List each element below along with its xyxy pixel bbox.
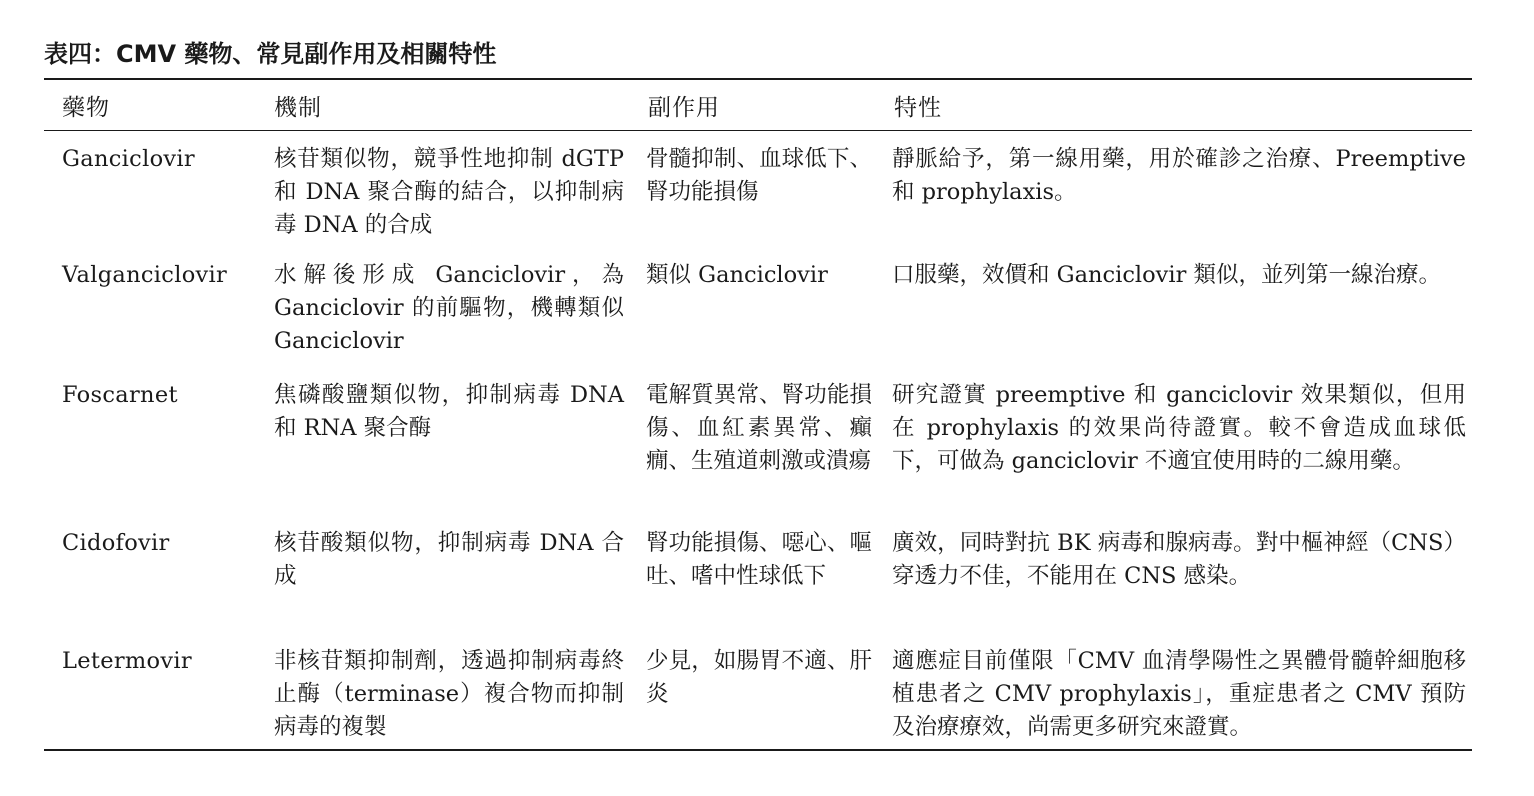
drug-mechanism: 水解後形成 Ganciclovir，為 Ganciclovir 的前驅物，機轉類似 Ganciclovir — [274, 262, 624, 354]
drug-side-effects: 骨髓抑制、血球低下、腎功能損傷 — [646, 146, 872, 205]
drug-properties: 研究證實 preemptive 和 ganciclovir 效果類似，但用在 prophylaxis 的效果尚待證實。較不會造成血球低下，可做為 ganciclovir 不適宜使用時的二線用藥。 — [892, 382, 1466, 474]
drug-side-effects: 電解質異常、腎功能損傷、血紅素異常、癲癇、生殖道刺激或潰瘍 — [646, 382, 872, 474]
table-row — [44, 131, 1472, 247]
drug-name: Letermovir — [62, 648, 192, 674]
drug-mechanism: 核苷類似物，競爭性地抑制 dGTP 和 DNA 聚合酶的結合，以抑制病毒 DNA 的合成 — [274, 146, 624, 238]
table-row — [44, 367, 1472, 515]
drug-side-effects: 類似 Ganciclovir — [646, 262, 828, 288]
table-row — [44, 515, 1472, 631]
table-row — [44, 247, 1472, 367]
drug-properties: 靜脈給予，第一線用藥，用於確診之治療、Preemptive 和 prophylaxis。 — [892, 146, 1466, 205]
drug-properties: 適應症目前僅限「CMV 血清學陽性之異體骨髓幹細胞移植患者之 CMV prophylaxis」，重症患者之 CMV 預防及治療療效，尚需更多研究來證實。 — [892, 648, 1466, 740]
drug-side-effects: 腎功能損傷、噁心、嘔吐、嗜中性球低下 — [646, 530, 872, 589]
drug-table-container — [44, 36, 1472, 751]
table-caption: 表四：CMV 藥物、常見副作用及相關特性 — [44, 40, 497, 68]
header-drug: 藥物 — [62, 94, 110, 121]
drug-name: Valganciclovir — [62, 262, 228, 288]
drug-mechanism: 非核苷類抑制劑，透過抑制病毒終止酶（terminase）複合物而抑制病毒的複製 — [274, 648, 624, 740]
table-bottom-rule — [44, 749, 1472, 751]
drug-mechanism: 核苷酸類似物，抑制病毒 DNA 合成 — [274, 530, 624, 589]
drug-name: Cidofovir — [62, 530, 170, 556]
table-row — [44, 631, 1472, 749]
drug-table-body — [44, 131, 1472, 749]
header-properties: 特性 — [894, 94, 942, 121]
drug-properties: 口服藥，效價和 Ganciclovir 類似，並列第一線治療。 — [892, 262, 1441, 288]
header-mechanism: 機制 — [274, 94, 322, 121]
drug-properties: 廣效，同時對抗 BK 病毒和腺病毒。對中樞神經（CNS）穿透力不佳，不能用在 CNS 感染。 — [892, 530, 1466, 589]
drug-name: Foscarnet — [62, 382, 178, 408]
drug-table — [44, 80, 1472, 130]
drug-name: Ganciclovir — [62, 146, 195, 172]
drug-side-effects: 少見，如腸胃不適、肝炎 — [646, 648, 872, 707]
drug-mechanism: 焦磷酸鹽類似物，抑制病毒 DNA 和 RNA 聚合酶 — [274, 382, 624, 441]
table-header-row — [44, 80, 1472, 130]
header-side-effects: 副作用 — [648, 94, 720, 121]
